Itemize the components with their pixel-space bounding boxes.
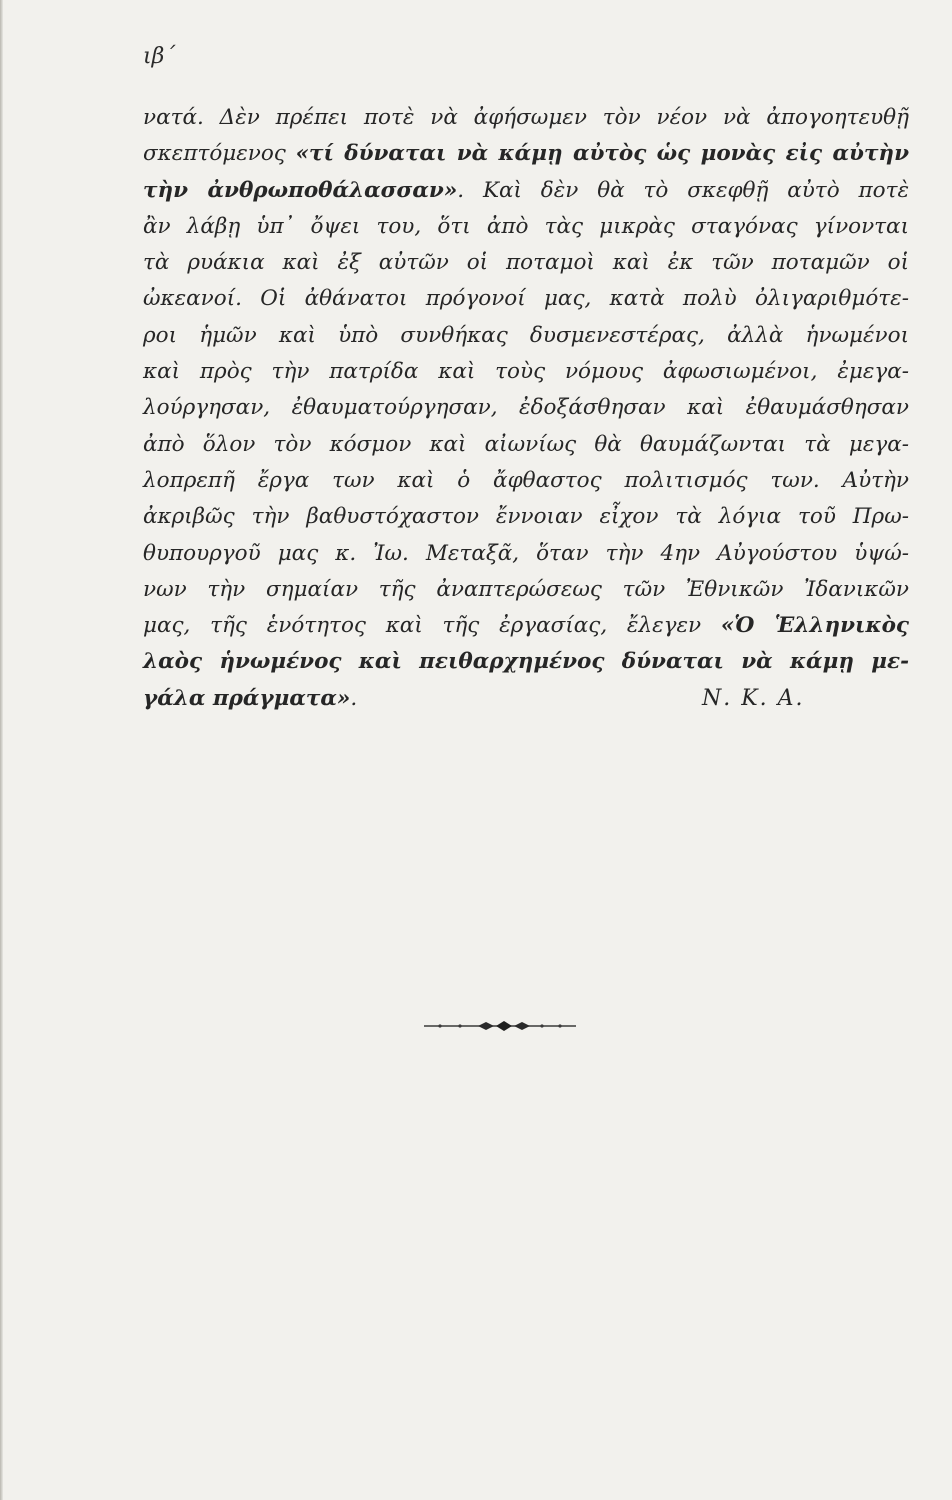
text-line <box>143 354 909 390</box>
body-paragraph <box>143 100 909 717</box>
text-run: ροι ἡμῶν καὶ ὑπὸ συνθήκας δυσμενεστέρας, ἀλλὰ ἡνωμένοι <box>143 322 909 348</box>
text-line <box>143 281 909 317</box>
author-signature: Ν. Κ. Α. <box>702 686 805 711</box>
text-run: ἀκριβῶς τὴν βαθυστόχαστον ἔννοιαν εἶχον τὰ λόγια τοῦ Πρω- <box>143 504 909 530</box>
text-line <box>143 463 909 499</box>
text-line <box>143 499 909 535</box>
emphasized-quote: λαὸς ἡνωμένος καὶ πειθαρχημένος δύναται νὰ κάμῃ με- <box>143 649 909 675</box>
ornament-divider-icon <box>420 1020 580 1032</box>
text-run: θυπουργοῦ μας κ. Ἰω. Μεταξᾶ, ὅταν τὴν 4ην Αὐγούστου ὑψώ- <box>143 540 909 566</box>
page-spine-shadow <box>0 0 3 1500</box>
text-line <box>143 536 909 572</box>
text-run: νων τὴν σημαίαν τῆς ἀναπτερώσεως τῶν Ἐθνικῶν Ἰδανικῶν <box>143 576 909 602</box>
text-run: λοπρεπῆ ἔργα των καὶ ὁ ἄφθαστος πολιτισμός των. Αὐτὴν <box>143 467 909 493</box>
text-run: λούργησαν, ἐθαυματούργησαν, ἐδοξάσθησαν καὶ ἐθαυμάσθησαν <box>143 395 909 421</box>
page-number: ιβ΄ <box>143 44 176 69</box>
text-run: σκεπτόμενος <box>143 141 296 167</box>
text-run: ἀπὸ ὅλον τὸν κόσμον καὶ αἰωνίως θὰ θαυμάζωνται τὰ μεγα- <box>143 431 909 457</box>
text-run: . <box>350 685 358 711</box>
text-run: ὠκεανοί. Οἱ ἀθάνατοι πρόγονοί μας, κατὰ πολὺ ὀλιγαριθμότε- <box>143 286 909 312</box>
text-run: μας, τῆς ἑνότητος καὶ τῆς ἐργασίας, ἔλεγεν <box>143 613 721 639</box>
text-line <box>143 245 909 281</box>
text-run: καὶ πρὸς τὴν πατρίδα καὶ τοὺς νόμους ἀφωσιωμένοι, ἐμεγα- <box>143 359 909 385</box>
text-run: νατά. Δὲν πρέπει ποτὲ νὰ ἀφήσωμεν τὸν νέον νὰ ἀπογοητευθῇ <box>143 105 909 130</box>
text-line <box>143 572 909 608</box>
text-line <box>143 100 909 136</box>
text-line <box>143 608 909 644</box>
emphasized-quote: τὴν ἀνθρωποθάλασσαν» <box>143 177 458 203</box>
text-run: . Καὶ δὲν θὰ τὸ σκεφθῇ αὐτὸ ποτὲ <box>457 177 909 203</box>
emphasized-quote: «Ὁ Ἑλληνικὸς <box>720 613 909 639</box>
text-line <box>143 209 909 245</box>
text-line <box>143 136 909 172</box>
text-run: ἂν λάβῃ ὑπ᾽ ὄψει του, ὅτι ἀπὸ τὰς μικρὰς σταγόνας γίνονται <box>143 213 909 239</box>
text-run: τὰ ρυάκια καὶ ἐξ αὐτῶν οἱ ποταμοὶ καὶ ἐκ τῶν ποταμῶν οἱ <box>143 250 909 276</box>
text-line <box>143 390 909 426</box>
emphasized-quote: γάλα πράγματα» <box>143 685 351 711</box>
emphasized-quote: «τί δύναται νὰ κάμῃ αὐτὸς ὡς μονὰς εἰς αὐτὴν <box>295 141 909 167</box>
text-line <box>143 644 909 680</box>
text-line <box>143 427 909 463</box>
text-line <box>143 318 909 354</box>
text-line <box>143 173 909 209</box>
